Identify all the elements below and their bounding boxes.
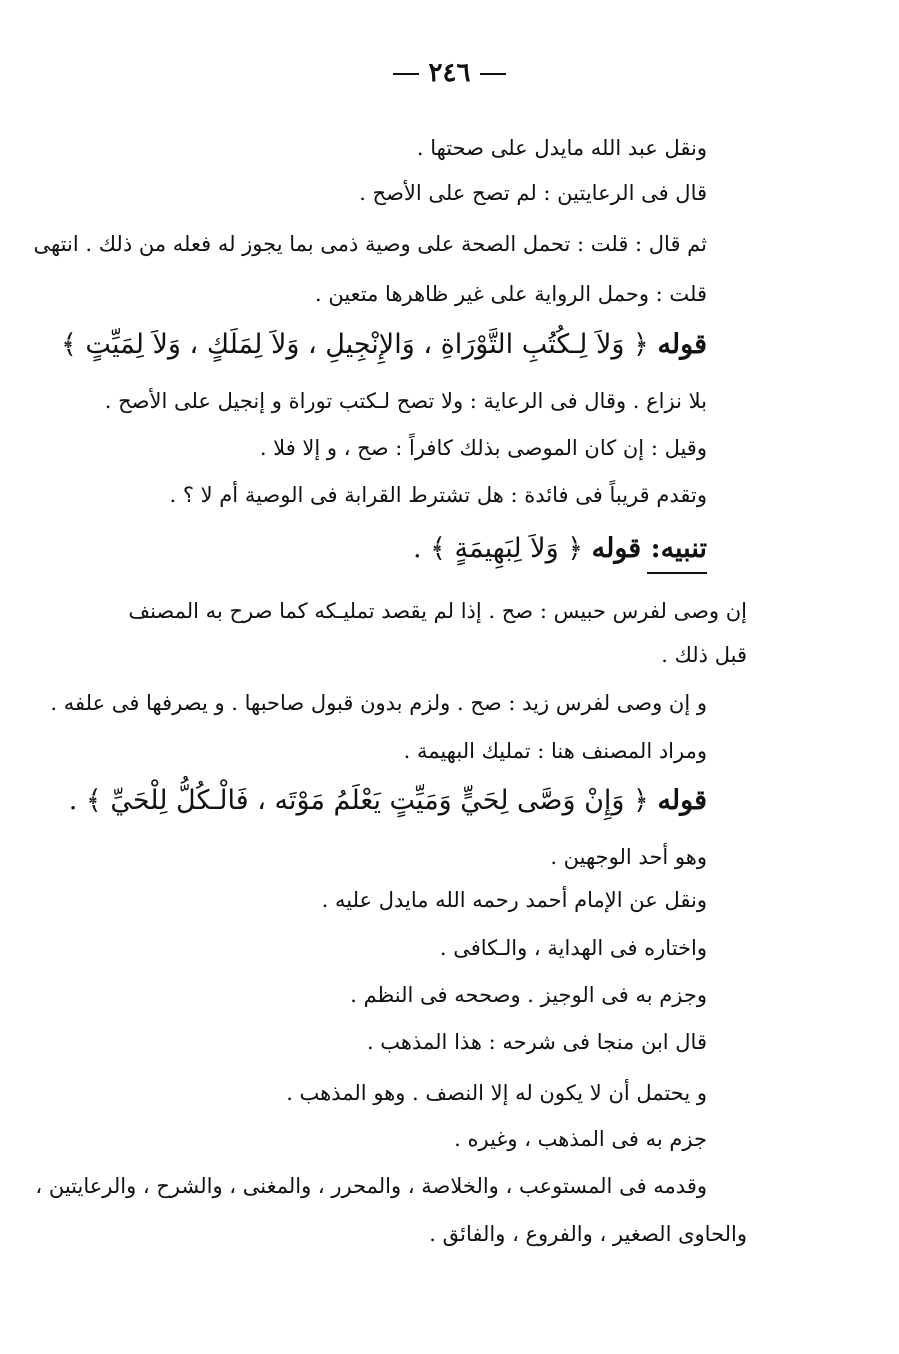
tanbih-text: ﴿ وَلاَ لِبَهِيمَةٍ ﴾ . (412, 533, 584, 564)
text-line: وقدمه فى المستوعب ، والخلاصة ، والمحرر ، والمغنى ، والشرح ، والرعايتين ، (35, 1174, 707, 1198)
text-line: وهو أحد الوجهين . (550, 845, 707, 869)
text-line: ونقل عن الإمام أحمد رحمه الله مايدل عليه . (321, 888, 707, 912)
text-line: والحاوى الصغير ، والفروع ، والفائق . (429, 1222, 747, 1246)
tanbih-label: تنبيه (660, 533, 707, 564)
text-line: بلا نزاع . وقال فى الرعاية : ولا تصح لـكتب توراة و إنجيل على الأصح . (104, 389, 707, 413)
text-line: وقيل : إن كان الموصى بذلك كافراً : صح ، و إلا فلا . (259, 436, 707, 460)
text-line: واختاره فى الهداية ، والـكافى . (439, 936, 707, 960)
dash-left (393, 73, 419, 75)
quote-text: ﴿ وَإِنْ وَصَّى لِحَيٍّ وَمَيِّتٍ يَعْلَمُ مَوْتَه ، فَالْـكُلُّ لِلْحَيِّ ﴾ . (68, 785, 649, 816)
text-line: قبل ذلك . (661, 643, 747, 667)
text-line: قال فى الرعايتين : لم تصح على الأصح . (359, 181, 707, 205)
quote-keyword: قوله (657, 329, 707, 360)
dash-right (480, 73, 506, 75)
text-line: وتقدم قريباً فى فائدة : هل تشترط القرابة فى الوصية أم لا ؟ . (169, 483, 707, 507)
text-line: جزم به فى المذهب ، وغيره . (454, 1127, 707, 1151)
tanbih-line: تنبيه: قوله ﴿ وَلاَ لِبَهِيمَةٍ ﴾ . (412, 533, 707, 564)
text-line: إن وصى لفرس حبيس : صح . إذا لم يقصد تمليـكه كما صرح به المصنف (128, 599, 747, 623)
text-line: و إن وصى لفرس زيد : صح . ولزم بدون قبول صاحبها . و يصرفها فى علفه . (50, 691, 707, 715)
page-number-text: ٢٤٦ (428, 58, 471, 88)
text-line: ثم قال : قلت : تحمل الصحة على وصية ذمى بما يجوز له فعله من ذلك . انتهى (33, 232, 707, 256)
text-line: ونقل عبد الله مايدل على صحتها . (416, 136, 707, 160)
quote-line (61, 326, 707, 364)
tanbih-keyword: قوله (591, 533, 642, 564)
tanbih-underline (647, 572, 707, 574)
text-line: وجزم به فى الوجيز . وصححه فى النظم . (350, 983, 707, 1007)
quote-keyword: قوله (657, 785, 707, 816)
text-line: قلت : وحمل الرواية على غير ظاهرها متعين . (314, 282, 707, 306)
quote-line (69, 782, 707, 820)
text-line: قال ابن منجا فى شرحه : هذا المذهب . (366, 1030, 707, 1054)
quote-text: ﴿ وَلاَ لِـكُتُبِ التَّوْرَاةِ ، وَالإِنْجِيلِ ، وَلاَ لِمَلَكٍ ، وَلاَ لِمَيِّتٍ ﴾ (61, 329, 649, 360)
page-number (0, 58, 899, 88)
text-line: ومراد المصنف هنا : تمليك البهيمة . (403, 739, 707, 763)
text-line: و يحتمل أن لا يكون له إلا النصف . وهو المذهب . (286, 1081, 707, 1105)
